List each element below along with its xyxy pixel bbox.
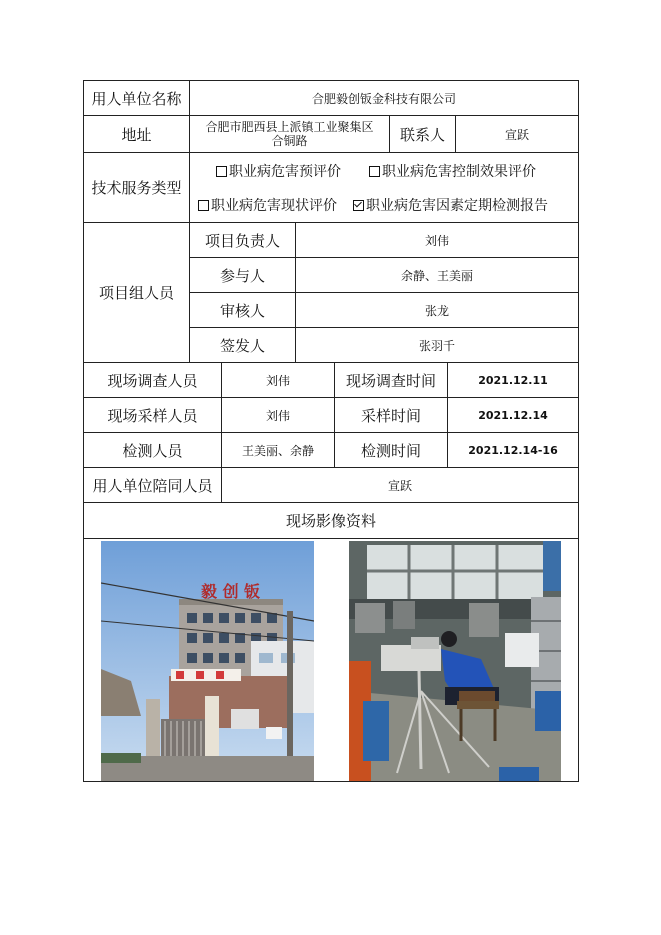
- sampling-time-value: 2021.12.14: [478, 408, 548, 422]
- team-name: 刘伟: [424, 233, 449, 248]
- team-member-row: [190, 223, 578, 258]
- team-name: 余静、王美丽: [400, 268, 473, 283]
- checkbox-unchecked-icon: [198, 200, 209, 211]
- sampling-time-label: 采样时间: [335, 398, 448, 432]
- address-row: [84, 116, 578, 153]
- address-label: 地址: [84, 116, 190, 152]
- team-label: 项目组人员: [84, 223, 190, 362]
- team-name: 张羽千: [418, 339, 455, 353]
- contact-value: 宣跃: [504, 127, 529, 142]
- employer-label: 用人单位名称: [84, 81, 190, 115]
- sampling-staff-label: 现场采样人员: [84, 398, 222, 432]
- service-option-periodic-testing: 职业病危害因素定期检测报告: [353, 195, 548, 215]
- survey-staff-label: 现场调查人员: [84, 363, 222, 397]
- sampling-site-image: [349, 541, 561, 781]
- service-label: 技术服务类型: [84, 153, 190, 222]
- testing-time-value: 2021.12.14-16: [468, 443, 558, 457]
- survey-time-value: 2021.12.11: [478, 373, 548, 387]
- team-role: 项目负责人: [190, 223, 296, 257]
- team-member-row: [190, 293, 578, 328]
- address-value: [190, 116, 390, 152]
- testing-row: [84, 433, 578, 468]
- photos-title-row: [84, 503, 578, 539]
- address-line-2: 合铜路: [271, 134, 308, 148]
- testing-staff-label: 检测人员: [84, 433, 222, 467]
- checkbox-unchecked-icon: [216, 166, 227, 177]
- accompany-label: 用人单位陪同人员: [84, 468, 222, 502]
- employer-value: 合肥毅创钣金科技有限公司: [311, 91, 456, 106]
- team-role: 签发人: [190, 328, 296, 363]
- accompany-row: [84, 468, 578, 503]
- address-line-1: 合肥市肥西县上派镇工业聚集区: [205, 120, 374, 134]
- service-row: [84, 153, 578, 223]
- team-role: 参与人: [190, 258, 296, 292]
- sampling-row: [84, 398, 578, 433]
- contact-label: 联系人: [390, 116, 456, 152]
- team-row: [84, 223, 578, 363]
- testing-staff-value: 王美丽、余静: [222, 433, 335, 467]
- team-members: [190, 223, 578, 363]
- team-name: 张龙: [424, 303, 449, 318]
- checkbox-unchecked-icon: [369, 166, 380, 177]
- service-option-pre-evaluation: 职业病危害预评价: [216, 161, 341, 181]
- accompany-value: 宣跃: [387, 478, 412, 493]
- survey-staff-value: 刘伟: [222, 363, 335, 397]
- factory-building-photo: [101, 541, 314, 781]
- team-member-row: [190, 258, 578, 293]
- factory-building-image: [101, 541, 314, 781]
- service-options: [190, 153, 578, 222]
- team-role: 审核人: [190, 293, 296, 327]
- survey-row: [84, 363, 578, 398]
- photos-title: 现场影像资料: [285, 512, 376, 530]
- employer-row: [84, 81, 578, 116]
- service-option-status-evaluation: 职业病危害现状评价: [198, 195, 337, 215]
- photos-row: [84, 539, 578, 781]
- testing-time-label: 检测时间: [335, 433, 448, 467]
- team-member-row: [190, 328, 578, 363]
- survey-time-label: 现场调查时间: [335, 363, 448, 397]
- checkbox-checked-icon: [353, 200, 364, 211]
- sampling-site-photo: [349, 541, 561, 781]
- info-table: [83, 80, 579, 782]
- sampling-staff-value: 刘伟: [222, 398, 335, 432]
- factory-sign-text: 毅 创 钣: [201, 582, 261, 601]
- service-option-control-evaluation: 职业病危害控制效果评价: [369, 161, 536, 181]
